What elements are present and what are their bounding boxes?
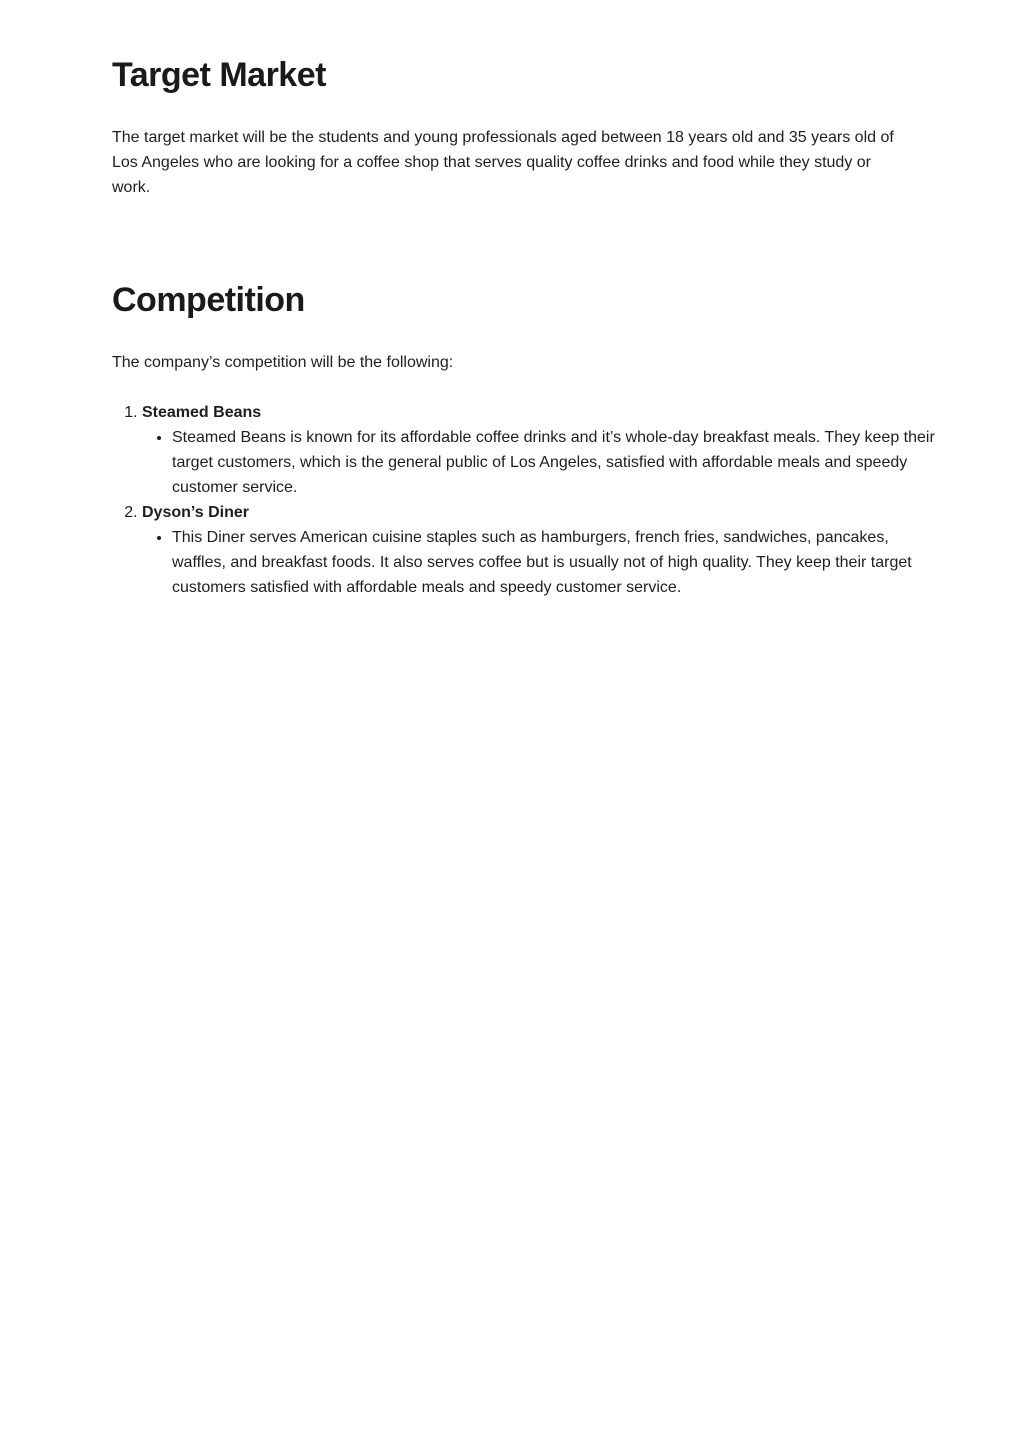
section-title-competition: Competition (112, 281, 305, 319)
competitor-name: Steamed Beans (142, 404, 262, 421)
competitor-detail: • Steamed Beans is known for its affordable coffee drinks and it’s whole-day breakfast meals. They keep their target customers, which is the general public of Los Angeles, satisfied with affordable meals and speedy customer service. (172, 425, 944, 500)
competition-intro-paragraph: The company’s competition will be the following: (112, 354, 454, 371)
competitor-item (142, 400, 944, 500)
competitor-name: Dyson’s Diner (142, 504, 249, 521)
competitor-detail-list (142, 425, 944, 500)
competitor-detail-list (142, 525, 944, 600)
competitor-detail: • This Diner serves American cuisine staples such as hamburgers, french fries, sandwiches, pancakes, waffles, and breakfast foods. It also serves coffee but is usually not of high quality. They keep their target customers satisfied with affordable meals and speedy customer service. (172, 525, 944, 600)
target-market-paragraph: The target market will be the students and young professionals aged between 18 years old and 35 years old of Los Angeles who are looking for a coffee shop that serves quality coffee drinks and food while they study or work. (112, 129, 894, 196)
section-title-target-market: Target Market (112, 56, 326, 94)
competitor-item (142, 500, 944, 600)
competitor-list (112, 400, 944, 600)
